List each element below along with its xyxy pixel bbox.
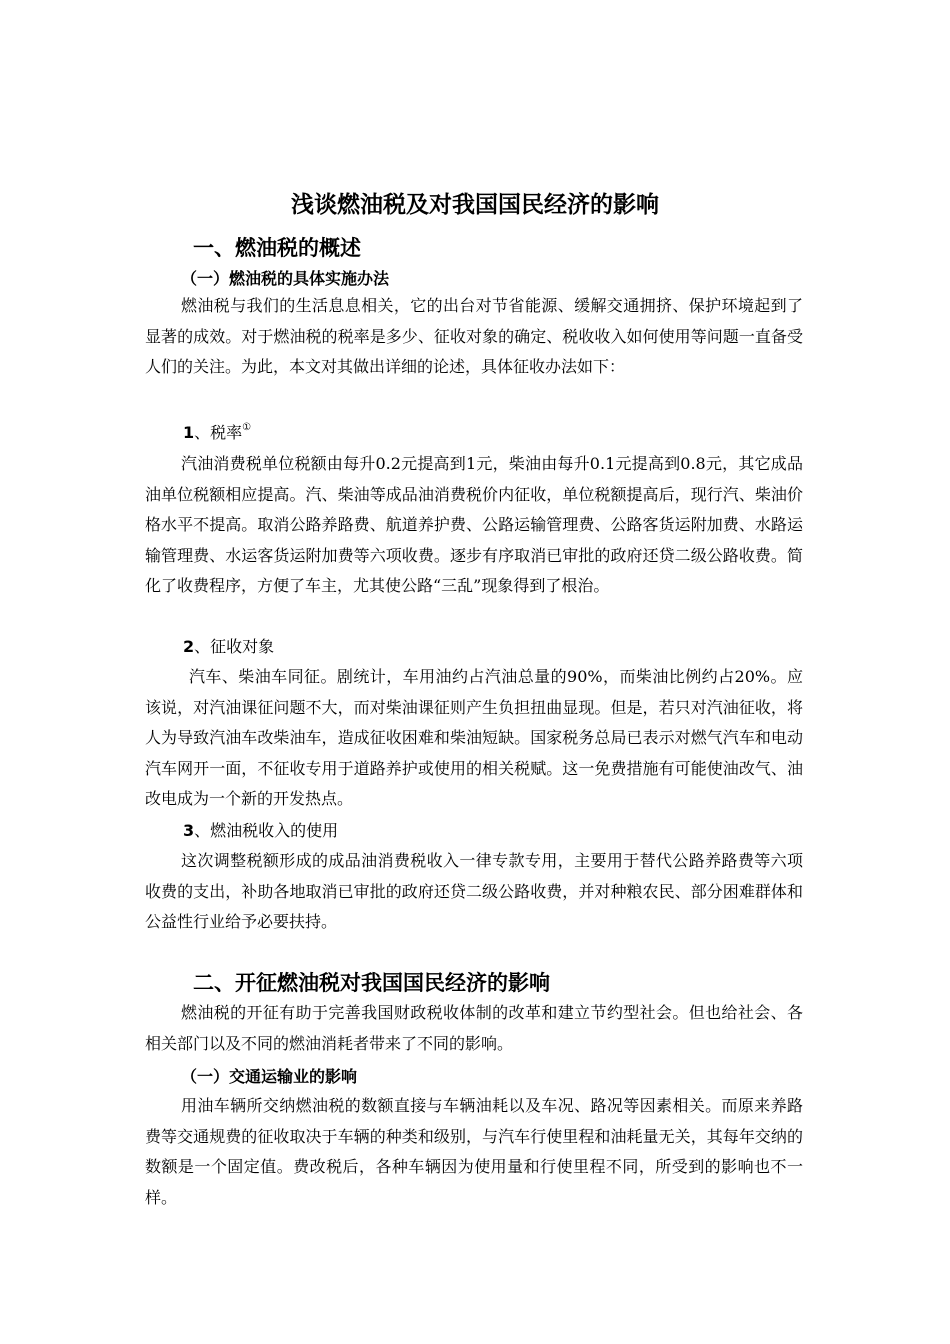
section-2-sub-1-heading: （一）交通运输业的影响 bbox=[181, 1067, 358, 1086]
item-1-number: 1 bbox=[183, 423, 195, 442]
document-title: 浅谈燃油税及对我国国民经济的影响 bbox=[291, 192, 659, 218]
section-1-heading: 一、燃油税的概述 bbox=[193, 236, 361, 260]
item-3-paragraph: 这次调整税额形成的成品油消费税收入一律专款专用，主要用于替代公路养路费等六项收费的支出，补助各地取消已审批的政府还贷二级公路收费，并对种粮农民、部分困难群体和公益性行业给予必要扶持。 bbox=[145, 851, 803, 931]
item-1-heading bbox=[183, 421, 251, 445]
item-1-label: 、税率 bbox=[194, 423, 243, 442]
section-1-sub-1-heading: （一）燃油税的具体实施办法 bbox=[181, 269, 390, 288]
item-2-paragraph: 汽车、柴油车同征。剧统计，车用油约占汽油总量的90%，而柴油比例约占20%。应该说，对汽油课征问题不大，而对柴油课征则产生负担扭曲显现。但是，若只对汽油征收，将人为导致汽油车改柴油车，造成征收困难和柴油短缺。国家税务总局已表示对燃气汽车和电动汽车网开一面，不征收专用于道路养护或使用的相关税赋。这一免费措施有可能使油改气、油改电成为一个新的开发热点。 bbox=[145, 667, 803, 808]
section-1-intro-paragraph: 燃油税与我们的生活息息相关，它的出台对节省能源、缓解交通拥挤、保护环境起到了显著的成效。对于燃油税的税率是多少、征收对象的确定、税收收入如何使用等问题一直备受人们的关注。为此，本文对其做出详细的论述，具体征收办法如下： bbox=[145, 296, 803, 376]
item-2-heading bbox=[183, 635, 274, 659]
item-3-label: 、燃油税收入的使用 bbox=[194, 821, 339, 840]
footnote-marker: ① bbox=[242, 422, 252, 433]
section-2-heading: 二、开征燃油税对我国国民经济的影响 bbox=[193, 971, 550, 995]
item-1-paragraph: 汽油消费税单位税额由每升0.2元提高到1元，柴油由每升0.1元提高到0.8元，其它成品油单位税额相应提高。汽、柴油等成品油消费税价内征收，单位税额提高后，现行汽、柴油价格水平不提高。取消公路养路费、航道养护费、公路运输管理费、公路客货运附加费、水路运输管理费、水运客货运附加费等六项收费。逐步有序取消已审批的政府还贷二级公路收费。简化了收费程序，方便了车主，尤其使公路“三乱”现象得到了根治。 bbox=[145, 454, 803, 595]
item-3-number: 3 bbox=[183, 821, 195, 840]
section-2-intro-paragraph: 燃油税的开征有助于完善我国财政税收体制的改革和建立节约型社会。但也给社会、各相关部门以及不同的燃油消耗者带来了不同的影响。 bbox=[145, 1003, 803, 1053]
item-2-label: 、征收对象 bbox=[194, 637, 275, 656]
item-2-number: 2 bbox=[183, 637, 195, 656]
section-2-sub-1-paragraph: 用油车辆所交纳燃油税的数额直接与车辆油耗以及车况、路况等因素相关。而原来养路费等交通规费的征收取决于车辆的种类和级别，与汽车行使里程和油耗量无关，其每年交纳的数额是一个固定值。费改税后，各种车辆因为使用量和行使里程不同，所受到的影响也不一样。 bbox=[145, 1096, 803, 1207]
item-3-heading bbox=[183, 819, 338, 843]
